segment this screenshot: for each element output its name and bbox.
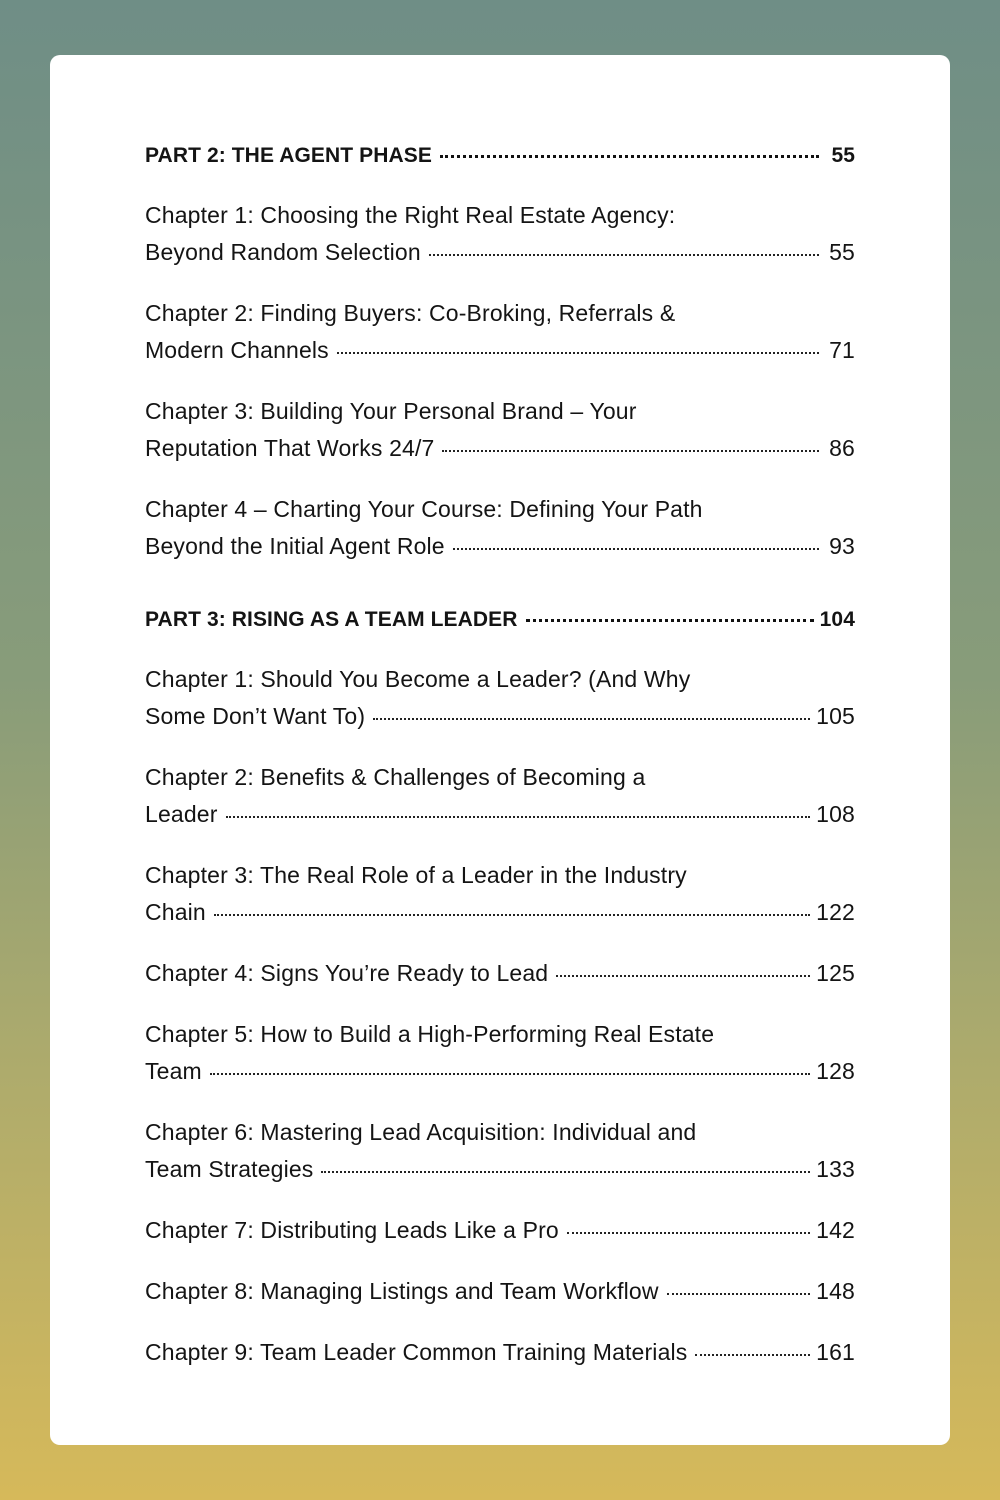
dot-leader [337,352,819,354]
dot-leader [226,816,811,818]
toc-part-2 [145,137,855,174]
dot-leader [429,254,819,256]
chapter-title-line2: Team Strategies [145,1156,314,1182]
page-number: 125 [816,960,855,986]
chapter-title: Chapter 8: Managing Listings and Team Workflow [145,1278,659,1304]
dot-leader [321,1171,810,1173]
chapter-title-line2: Modern Channels [145,337,329,363]
dot-leader [373,718,810,720]
chapter-title-line2: Leader [145,801,218,827]
chapter-title-line1: Chapter 6: Mastering Lead Acquisition: Individual and [145,1119,697,1145]
dot-leader [440,155,819,158]
chapter-title-line1: Chapter 2: Benefits & Challenges of Becoming a [145,764,646,790]
page-number: 148 [816,1278,855,1304]
chapter-title-line2: Some Don’t Want To) [145,703,366,729]
toc-chapter [145,1212,855,1249]
toc-chapter [145,661,855,735]
toc-chapter [145,955,855,992]
part-title: PART 3: RISING AS A TEAM LEADER [145,608,518,631]
page-number: 108 [816,801,855,827]
toc-chapter [145,1016,855,1090]
dot-leader [667,1293,811,1295]
dot-leader [695,1354,810,1356]
page-number: 122 [816,899,855,925]
toc-chapter [145,491,855,565]
chapter-title: Chapter 9: Team Leader Common Training Materials [145,1339,688,1365]
toc-chapter [145,393,855,467]
chapter-title-line1: Chapter 4 – Charting Your Course: Defining Your Path [145,496,703,522]
chapter-title-line1: Chapter 3: The Real Role of a Leader in the Industry [145,862,687,888]
toc-chapter [145,197,855,271]
page-number: 128 [816,1058,855,1084]
dot-leader [442,450,819,452]
dot-leader [453,548,819,550]
page-number: 105 [816,703,855,729]
page-number: 93 [829,533,855,559]
toc-page [50,55,950,1445]
toc-chapter [145,759,855,833]
chapter-title-line1: Chapter 2: Finding Buyers: Co-Broking, Referrals & [145,300,676,326]
page-number: 161 [816,1339,855,1365]
chapter-title-line1: Chapter 1: Choosing the Right Real Estate Agency: [145,202,676,228]
toc-chapter [145,1114,855,1188]
toc-chapter [145,857,855,931]
dot-leader [556,975,810,977]
page-number: 142 [816,1217,855,1243]
chapter-title-line1: Chapter 3: Building Your Personal Brand – Your [145,398,637,424]
chapter-title-line1: Chapter 1: Should You Become a Leader? (And Why [145,666,691,692]
chapter-title-line2: Team [145,1058,202,1084]
page-number: 71 [829,337,855,363]
chapter-title: Chapter 4: Signs You’re Ready to Lead [145,960,549,986]
toc-chapter [145,1273,855,1310]
part-title: PART 2: THE AGENT PHASE [145,144,432,167]
chapter-title-line2: Beyond the Initial Agent Role [145,533,445,559]
dot-leader [526,619,814,622]
chapter-title-line1: Chapter 5: How to Build a High-Performing Real Estate [145,1021,715,1047]
chapter-title: Chapter 7: Distributing Leads Like a Pro [145,1217,559,1243]
page-number: 133 [816,1156,855,1182]
dot-leader [567,1232,810,1234]
toc-part-3 [145,601,855,638]
chapter-title-line2: Beyond Random Selection [145,239,421,265]
page-number: 86 [829,435,855,461]
toc-chapter [145,295,855,369]
page-number: 55 [831,144,855,167]
page-number: 104 [819,608,855,631]
dot-leader [210,1073,810,1075]
page-number: 55 [829,239,855,265]
dot-leader [214,914,810,916]
chapter-title-line2: Chain [145,899,206,925]
toc-chapter [145,1334,855,1371]
chapter-title-line2: Reputation That Works 24/7 [145,435,435,461]
